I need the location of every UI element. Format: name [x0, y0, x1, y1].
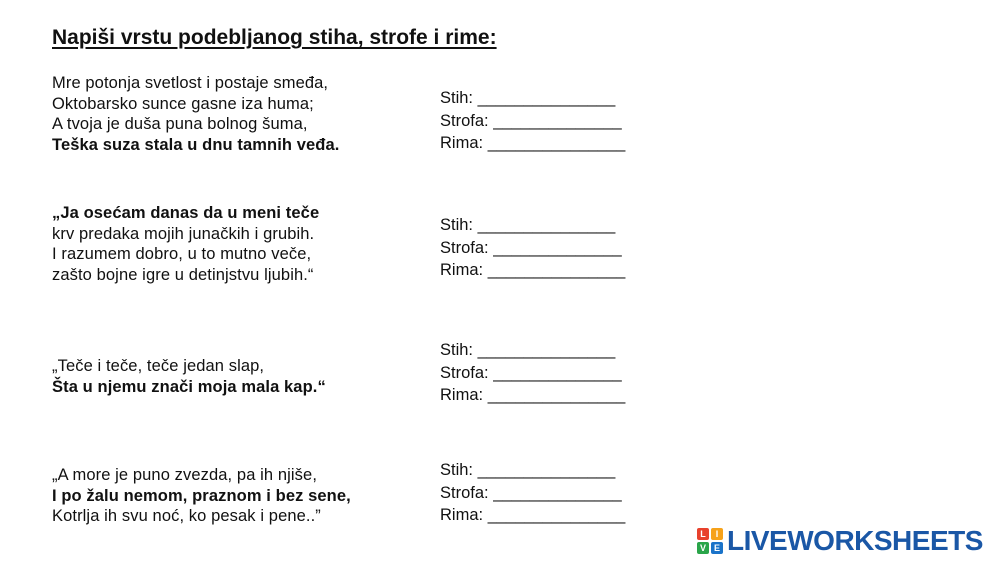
answer-label: Rima: [440, 261, 484, 279]
poem-line: „A more je puno zvezda, pa ih njiše, [52, 466, 317, 484]
stih-answer-blank[interactable]: _______________ [477, 341, 616, 359]
poem-line-bold: I po žalu nemom, praznom i bez sene, [52, 486, 351, 505]
poem-line: A tvoja je duša puna bolnog šuma, [52, 115, 308, 133]
stih-answer-blank[interactable]: _______________ [477, 461, 616, 479]
answer-row-stih [440, 214, 625, 237]
rima-answer-blank[interactable]: _______________ [487, 134, 626, 152]
poem-line: Kotrlja ih svu noć, ko pesak i pene..” [52, 507, 321, 525]
answer-row-stih [440, 459, 625, 482]
poem-line-bold: „Ja osećam danas da u meni teče [52, 204, 320, 222]
answer-label: Strofa: [440, 483, 489, 502]
poem-1 [52, 73, 339, 155]
strofa-answer-blank[interactable]: ______________ [493, 483, 622, 502]
logo-tile: L [697, 528, 709, 540]
logo-tile: V [697, 542, 709, 554]
answer-row-rima [440, 132, 625, 155]
poem-line: krv predaka mojih junačkih i grubih. [52, 224, 315, 243]
answer-label: Rima: [440, 506, 484, 524]
answer-row-strofa [440, 237, 625, 260]
answer-label: Stih: [440, 461, 474, 479]
answer-row-strofa [440, 362, 625, 385]
answers-3 [440, 339, 625, 407]
answer-row-rima [440, 504, 625, 527]
answer-label: Rima: [440, 134, 484, 152]
answer-row-strofa [440, 482, 625, 505]
poem-4 [52, 465, 351, 527]
worksheet-title: Napiši vrstu podebljanog stiha, strofe i rime: [52, 26, 497, 49]
logo-tile: I [711, 528, 723, 540]
rima-answer-blank[interactable]: _______________ [487, 386, 626, 404]
rima-answer-blank[interactable]: _______________ [487, 261, 626, 279]
logo-tiles-icon [697, 528, 723, 554]
answer-label: Strofa: [440, 111, 489, 130]
poem-line-bold: Šta u njemu znači moja mala kap.“ [52, 377, 326, 396]
answers-2 [440, 214, 625, 282]
answer-label: Stih: [440, 341, 474, 359]
strofa-answer-blank[interactable]: ______________ [493, 111, 622, 130]
poem-line: I razumem dobro, u to mutno veče, [52, 245, 312, 263]
poem-line: Mre potonja svetlost i postaje smeđa, [52, 74, 329, 92]
answer-label: Strofa: [440, 238, 489, 257]
answer-label: Stih: [440, 216, 474, 234]
poem-line: „Teče i teče, teče jedan slap, [52, 357, 265, 375]
liveworksheets-logo[interactable] [697, 524, 983, 558]
logo-text: LIVEWORKSHEETS [727, 525, 983, 556]
rima-answer-blank[interactable]: _______________ [487, 506, 626, 524]
answer-row-rima [440, 384, 625, 407]
poem-2 [52, 203, 319, 285]
answer-label: Rima: [440, 386, 484, 404]
answer-row-rima [440, 259, 625, 282]
answers-1 [440, 87, 625, 155]
answer-label: Strofa: [440, 363, 489, 382]
poem-3 [52, 356, 326, 397]
stih-answer-blank[interactable]: _______________ [477, 216, 616, 234]
poem-line: Oktobarsko sunce gasne iza huma; [52, 94, 314, 113]
poem-line-bold: Teška suza stala u dnu tamnih veđa. [52, 135, 340, 154]
strofa-answer-blank[interactable]: ______________ [493, 363, 622, 382]
answer-row-stih [440, 339, 625, 362]
answer-row-strofa [440, 110, 625, 133]
answer-label: Stih: [440, 89, 474, 107]
answers-4 [440, 459, 625, 527]
strofa-answer-blank[interactable]: ______________ [493, 238, 622, 257]
logo-tile: E [711, 542, 723, 554]
stih-answer-blank[interactable]: _______________ [477, 89, 616, 107]
poem-line: zašto bojne igre u detinjstvu ljubih.“ [52, 265, 314, 284]
answer-row-stih [440, 87, 625, 110]
